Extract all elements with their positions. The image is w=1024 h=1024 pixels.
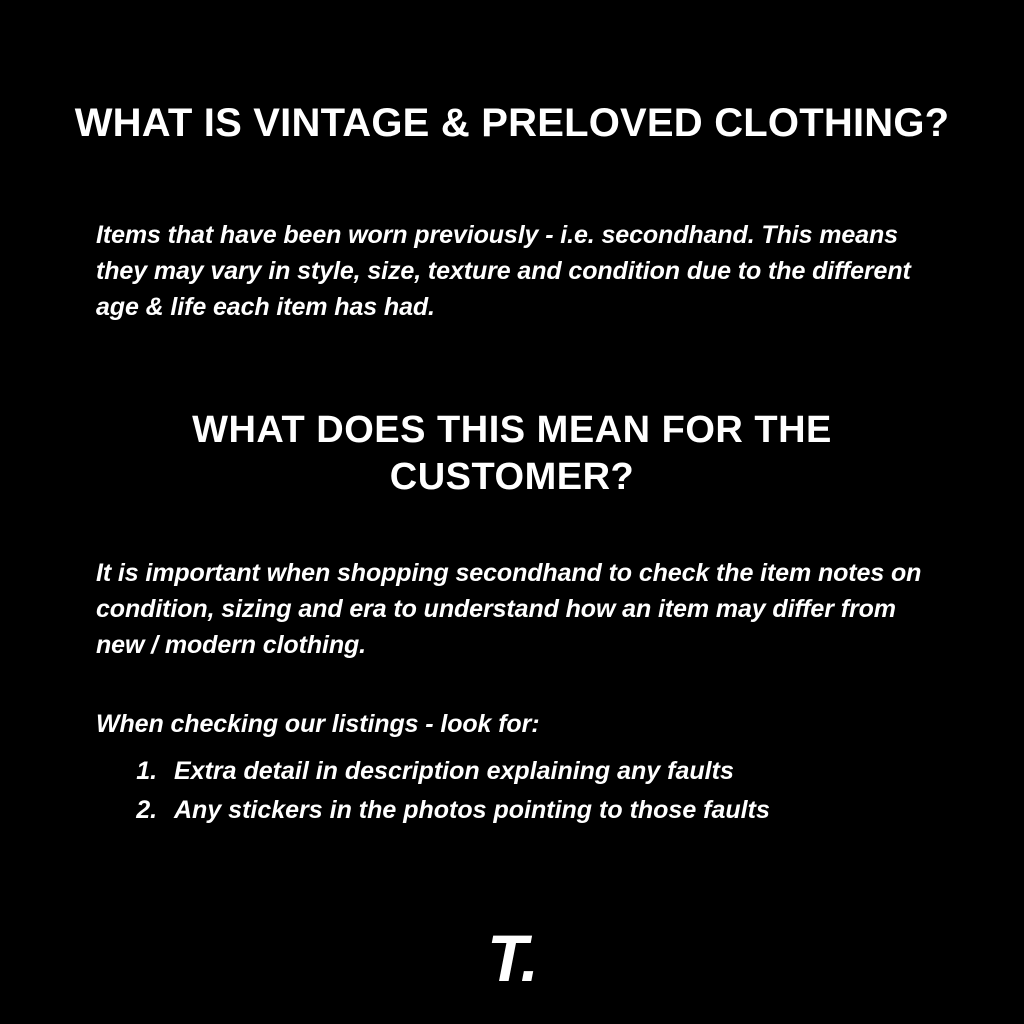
paragraph-listings-intro: When checking our listings - look for:: [96, 710, 540, 738]
brand-logo: T.: [487, 921, 537, 995]
section-title-customer: WHAT DOES THIS MEAN FOR THE CUSTOMER?: [192, 408, 832, 499]
list-item: 2. Any stickers in the photos pointing to those faults: [164, 791, 964, 830]
list-item: 1. Extra detail in description explaining any faults: [164, 752, 964, 791]
paragraph-customer-guidance: It is important when shopping secondhand to check the item notes on condition, sizing and era to understand how an item may differ from new / modern clothing.: [96, 559, 922, 659]
page-title: WHAT IS VINTAGE & PRELOVED CLOTHING?: [74, 100, 950, 145]
paragraph-definition: Items that have been worn previously - i.e. secondhand. This means they may vary in style, size, texture and condition due to the different age & life each item has had.: [96, 221, 911, 321]
checklist: [120, 752, 964, 830]
